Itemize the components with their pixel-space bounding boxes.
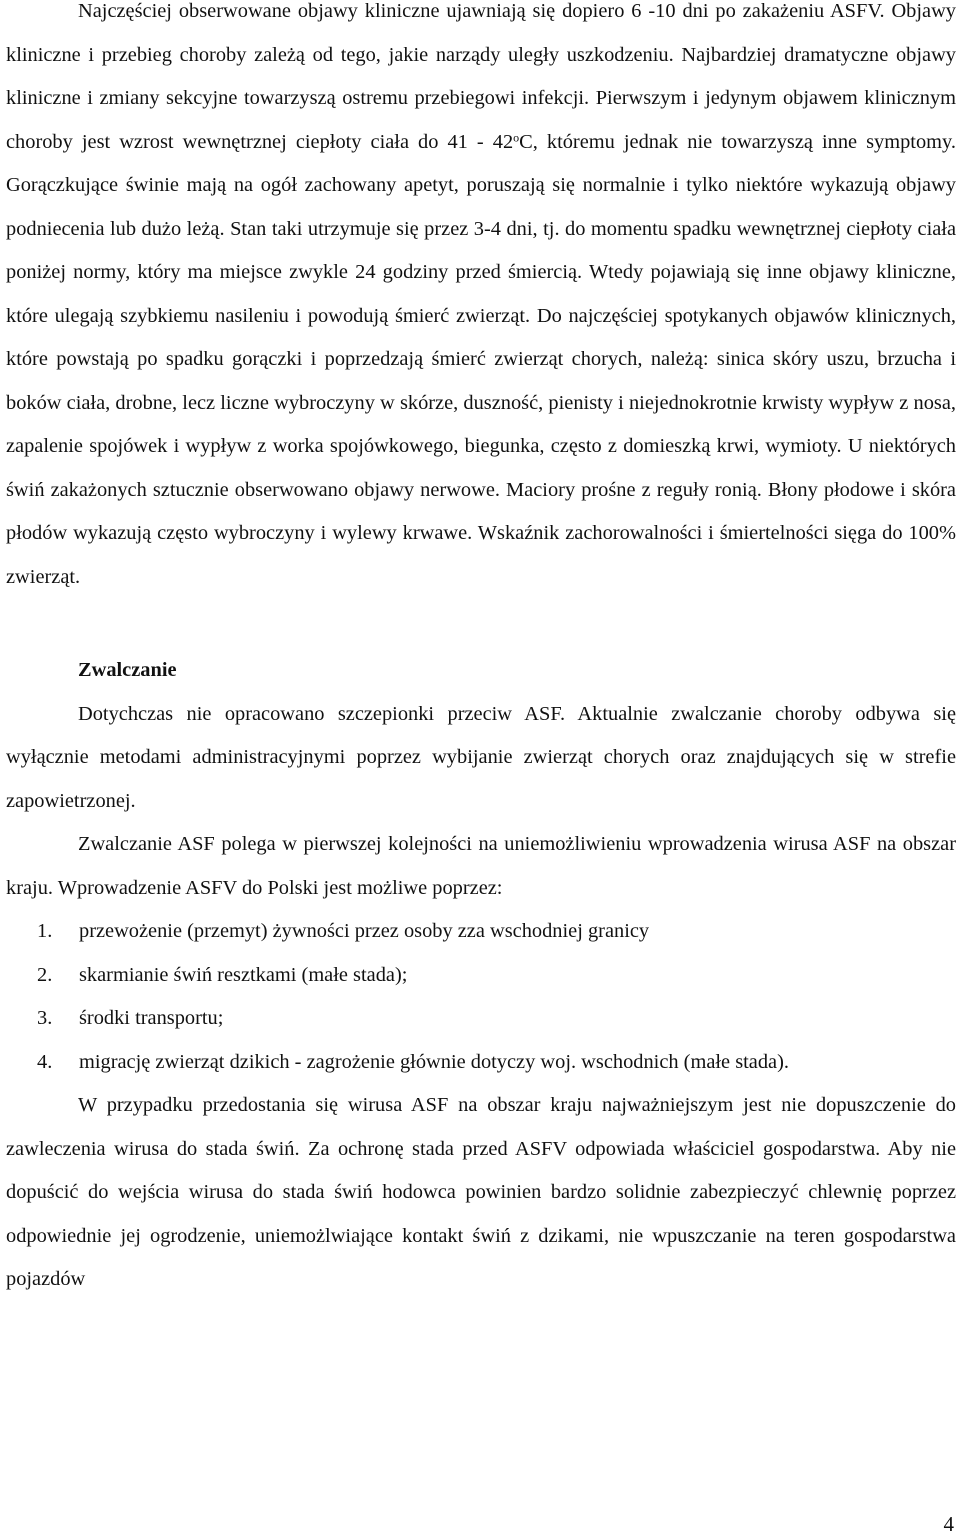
list-item	[6, 954, 956, 998]
list-item-text: skarmianie świń resztkami (małe stada);	[79, 963, 408, 986]
list-item-number: 2.	[37, 963, 53, 986]
document-page	[6, 0, 956, 1302]
paragraph-text: C, któremu jednak nie towarzyszą inne symptomy. Gorączkujące świnie mają na ogół zachowany apetyt, poruszają się normalnie i tylko niektóre wykazują objawy podniecenia lub dużo leżą. Stan taki utrzymuje się przez 3-4 dni, tj. do momentu spadku wewnętrznej ciepłoty ciała poniżej normy, który ma miejsce zwykle 24 godziny przed śmiercią. Wtedy pojawiają się inne objawy kliniczne, które ulegają szybkiemu nasileniu i powodują śmierć zwierząt. Do najczęściej spotykanych objawów klinicznych, które powstają po spadku gorączki i poprzedzają śmierć zwierząt chorych, należą: sinica skóry uszu, brzucha i boków ciała, drobne, lecz liczne wybroczyny w skórze, duszność, pienisty i niejednokrotnie krwisty wypływ z nosa, zapalenie spojówek i wypływ z worka spojówkowego, biegunka, często z domieszką krwi, wymioty. U niektórych świń zakażonych sztucznie obserwowano objawy nerwowe. Maciory prośne z reguły ronią. Błony płodowe i skóra płodów wykazują często wybroczyny i wylewy krwawe. Wskaźnik zachorowalności i śmiertelności sięga do 100% zwierząt.	[6, 130, 956, 588]
list-item-text: migrację zwierząt dzikich - zagrożenie głównie dotyczy woj. wschodnich (małe stada).	[79, 1050, 789, 1073]
list-item-text: środki transportu;	[79, 1007, 224, 1029]
paragraph-farm-protection: W przypadku przedostania się wirusa ASF na obszar kraju najważniejszym jest nie dopuszczenie do zawleczenia wirusa do stada świń. Za ochronę stada przed ASFV odpowiada właściciel gospodarstwa. Aby nie dopuścić do wejścia wirusa do stada świń hodowca powinien bardzo solidnie zabezpieczyć chlewnię poprzez odpowiednie jej ogrodzenie, uniemożlwiające kontakt świń z dzikami, nie wpuszczanie na teren gospodarstwa pojazdów	[6, 1094, 956, 1290]
paragraph-prevention-intro: Zwalczanie ASF polega w pierwszej kolejności na uniemożliwieniu wprowadzenia wirusa ASF na obszar kraju. Wprowadzenie ASFV do Polski jest możliwe poprzez:	[6, 833, 956, 899]
list-item	[6, 1041, 956, 1085]
paragraph-text: Najczęściej obserwowane objawy kliniczne ujawniają się dopiero 6 -10 dni po zakażeniu ASFV. Objawy kliniczne i przebieg choroby zależą od tego, jakie narządy uległy uszkodzeniu. Najbardziej dramatyczne objawy kliniczne i zmiany sekcyjne towarzyszą ostremu przebiegowi infekcji. Pierwszym i jedynym objawem klinicznym choroby jest wzrost wewnętrznej ciepłoty ciała do 41 - 42	[6, 0, 956, 153]
list-item-number: 1.	[37, 920, 53, 942]
paragraph-no-vaccine: Dotychczas nie opracowano szczepionki przeciw ASF. Aktualnie zwalczanie choroby odbywa się wyłącznie metodami administracyjnymi poprzez wybijanie zwierząt chorych oraz znajdujących się w strefie zapowietrzonej.	[6, 702, 956, 812]
degree-superscript: o	[513, 129, 520, 144]
section-heading-zwalczanie: Zwalczanie	[78, 659, 177, 681]
list-item-number: 3.	[37, 1007, 53, 1029]
list-item	[6, 997, 956, 1041]
list-item	[6, 910, 956, 954]
list-item-number: 4.	[37, 1050, 53, 1073]
paragraph-clinical-symptoms	[6, 0, 956, 599]
introduction-routes-list	[6, 910, 956, 1084]
page-number: 4	[943, 1512, 954, 1536]
list-item-text: przewożenie (przemyt) żywności przez osoby zza wschodniej granicy	[79, 920, 650, 942]
